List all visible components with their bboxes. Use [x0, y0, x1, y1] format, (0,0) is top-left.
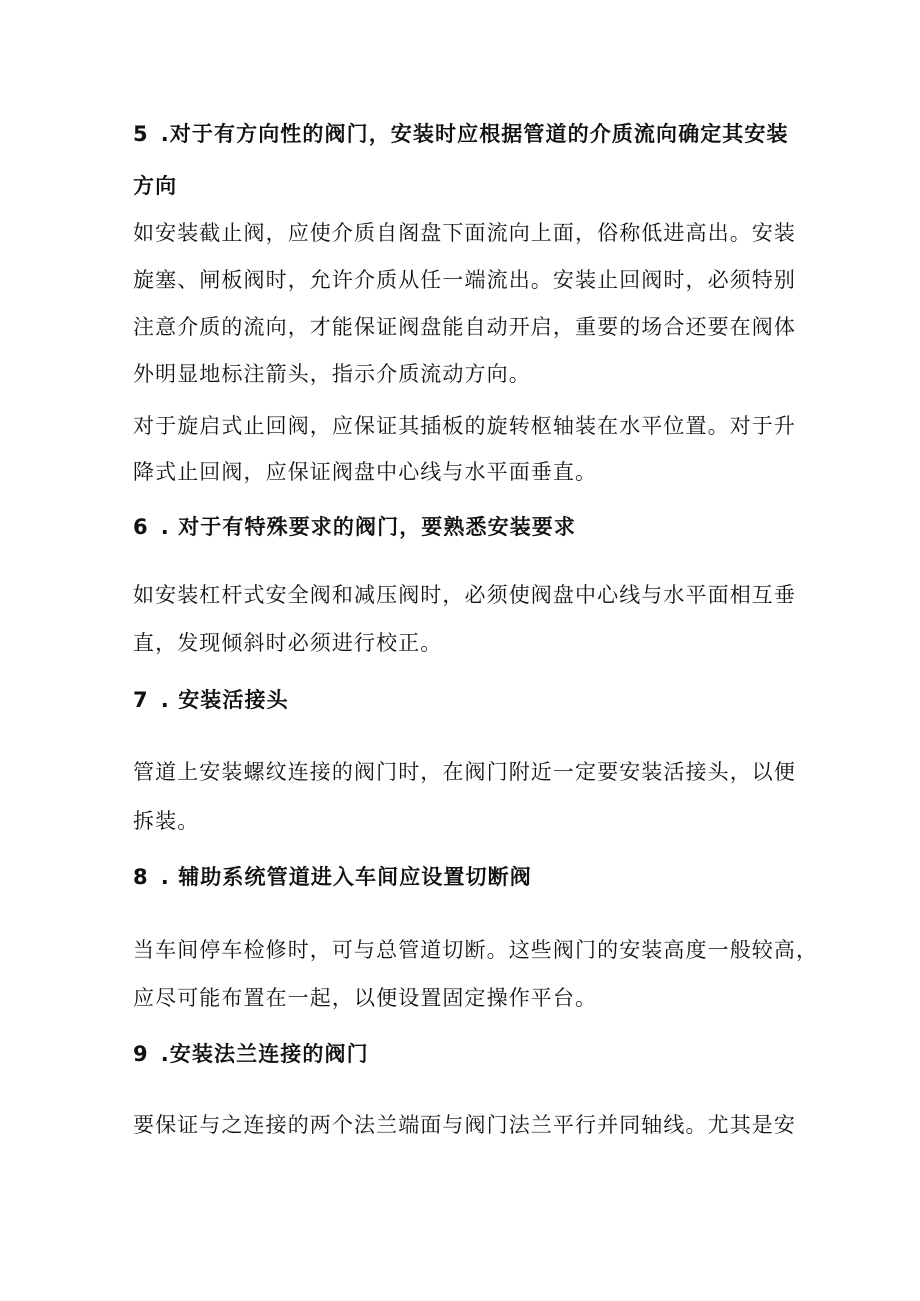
- section-9-heading-text: .安装法兰连接的阀门: [160, 1042, 369, 1066]
- section-5-body-line: 旋塞、闸板阀时，允许介质从任一端流出。安装止回阀时，必须特别: [133, 268, 796, 292]
- section-5-body-line: 对于旋启式止回阀，应保证其插板的旋转枢轴装在水平位置。对于升: [133, 414, 796, 438]
- section-5-body-line: 注意介质的流向，才能保证阀盘能自动开启，重要的场合还要在阀体: [133, 315, 796, 339]
- section-5-number: 5: [133, 122, 149, 146]
- section-6-body-line: 直，发现倾斜时必须进行校正。: [133, 631, 443, 655]
- section-7-body-line: 拆装。: [133, 809, 200, 833]
- section-9-heading: [133, 1039, 369, 1069]
- section-6-number: 6: [133, 515, 149, 539]
- section-8-heading-text: . 辅助系统管道进入车间应设置切断阀: [160, 865, 532, 889]
- section-7-heading: [133, 685, 289, 715]
- section-5-body-line: 外明显地标注箭头，指示介质流动方向。: [133, 362, 531, 386]
- section-5-heading-line2: 方向: [133, 174, 178, 198]
- section-8-number: 8: [133, 865, 149, 889]
- section-6-body-line: 如安装杠杆式安全阀和减压阀时，必须使阀盘中心线与水平面相互垂: [133, 583, 796, 607]
- section-5-heading-text: .对于有方向性的阀门，安装时应根据管道的介质流向确定其安装: [160, 122, 789, 146]
- section-7-heading-text: . 安装活接头: [160, 688, 289, 712]
- section-6-heading-text: . 对于有特殊要求的阀门，要熟悉安装要求: [160, 515, 577, 539]
- section-5-body-line: 如安装截止阀，应使介质自阁盘下面流向上面，俗称低进高出。安装: [133, 221, 796, 245]
- section-8-heading: [133, 862, 532, 892]
- section-7-body-line: 管道上安装螺纹连接的阀门时，在阀门附近一定要安装活接头，以便: [133, 760, 796, 784]
- section-8-body-line: 应尽可能布置在一起，以便设置固定操作平台。: [133, 986, 598, 1010]
- section-8-body-line: 当车间停车检修时，可与总管道切断。这些阀门的安装高度一般较高，: [133, 938, 819, 962]
- section-9-number: 9: [133, 1042, 149, 1066]
- section-6-heading: [133, 512, 576, 542]
- section-7-number: 7: [133, 688, 149, 712]
- section-5-body-line: 降式止回阀，应保证阀盘中心线与水平面垂直。: [133, 460, 598, 484]
- section-5-heading-line1: [133, 119, 789, 149]
- section-9-body-line: 要保证与之连接的两个法兰端面与阀门法兰平行并同轴线。尤其是安: [133, 1113, 796, 1137]
